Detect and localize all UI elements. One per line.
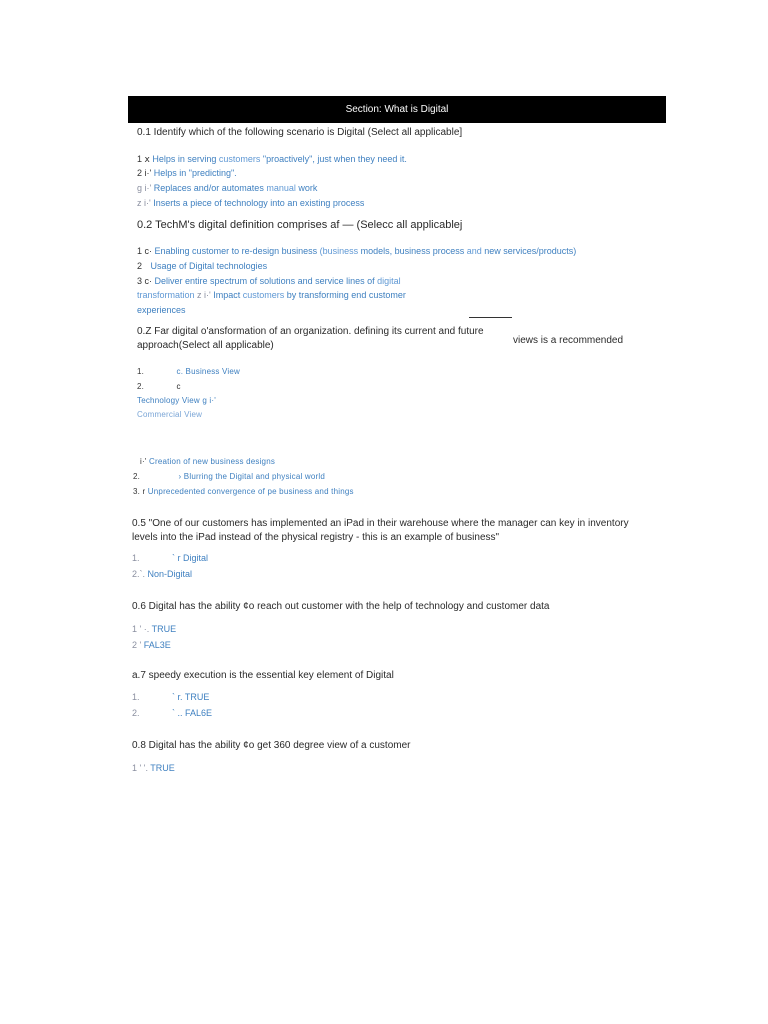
option-number: g i·' bbox=[137, 183, 152, 193]
q3-option-1[interactable]: 1. c. Business View bbox=[137, 367, 241, 376]
question-7: a.7 speedy execution is the essential key element of Digital bbox=[132, 670, 394, 681]
q6-option-2[interactable]: 2 ' FAL3E bbox=[132, 640, 171, 650]
option-number: 2 ' bbox=[132, 640, 142, 650]
q5-option-2[interactable]: 2.`. Non-Digital bbox=[132, 569, 193, 579]
option-number: 3 c· bbox=[137, 276, 153, 286]
option-number: i·' bbox=[140, 457, 147, 466]
question-3-fragment: views is a recommended bbox=[513, 335, 624, 346]
q3-option-2[interactable]: 2. c bbox=[137, 382, 181, 391]
question-2: 0.2 TechM's digital definition comprises af — (Selecc all applicablej bbox=[137, 219, 463, 231]
option-number: 1. bbox=[132, 692, 140, 702]
question-8: 0.8 Digital has the ability ¢o get 360 degree view of a customer bbox=[132, 740, 411, 751]
q1-option-3[interactable]: g i·' Replaces and/or automates manual work bbox=[137, 183, 318, 193]
option-number: 3. r bbox=[133, 487, 146, 496]
question-3-line-1: 0.Z Far digital o'ansformation of an organization. defining its current and future bbox=[137, 326, 484, 337]
q2-option-4-continued[interactable]: experiences bbox=[137, 305, 186, 315]
q1-option-1[interactable]: 1 ⅹ Helps in serving customers "proactively", just when they need it. bbox=[137, 154, 407, 164]
q1-option-4[interactable]: z i·' Inserts a piece of technology into an existing process bbox=[137, 198, 365, 208]
option-number: 1 c· bbox=[137, 246, 153, 256]
question-1: 0.1 Identify which of the following scenario is Digital (Select all applicable] bbox=[137, 127, 463, 138]
q7-option-2[interactable]: 2. ` .. FAL6E bbox=[132, 708, 213, 718]
question-3-line-2: approach(Select all applicable) bbox=[137, 340, 274, 351]
q1-option-2[interactable]: 2 i·' Helps in "predicting". bbox=[137, 168, 237, 178]
q2-option-1[interactable]: 1 c· Enabling customer to re-design business (business models, business process and new services/products) bbox=[137, 246, 577, 256]
q4-option-3[interactable]: 3. r Unprecedented convergence of pe business and things bbox=[133, 487, 354, 496]
section-header bbox=[128, 96, 666, 123]
option-number: 2. bbox=[137, 382, 145, 391]
q6-option-1[interactable]: 1 ' ·. TRUE bbox=[132, 624, 177, 634]
q5-option-1[interactable]: 1. ` r Digital bbox=[132, 553, 209, 563]
q4-option-1[interactable]: i·' Creation of new business designs bbox=[140, 457, 276, 466]
option-number: 2. bbox=[132, 708, 140, 718]
section-title: Section: What is Digital bbox=[345, 104, 449, 115]
question-5-line-1: 0.5 "One of our customers has implemented an iPad in their warehouse where the manager can key in inventory bbox=[132, 518, 629, 529]
option-number: z i·' bbox=[137, 198, 151, 208]
divider-line bbox=[469, 317, 512, 318]
q8-option-1[interactable]: 1 ' '. TRUE bbox=[132, 763, 175, 773]
question-6: 0.6 Digital has the ability ¢o reach out customer with the help of technology and customer data bbox=[132, 601, 550, 612]
option-number: 2 i·' bbox=[137, 168, 152, 178]
q2-option-2[interactable]: 2 Usage of Digital technologies bbox=[137, 261, 268, 271]
option-number: 2.`. bbox=[132, 569, 146, 579]
q2-option-3[interactable]: 3 c· Deliver entire spectrum of solutions and service lines of digital bbox=[137, 276, 401, 286]
option-number: 1 ' '. bbox=[132, 763, 148, 773]
option-number: 2 bbox=[137, 261, 143, 271]
option-number: 1 ' ·. bbox=[132, 624, 150, 634]
option-number: 1. bbox=[132, 553, 140, 563]
q3-option-4[interactable]: Commercial View bbox=[137, 410, 203, 419]
question-5-line-2: levels into the iPad instead of the physical registry - this is an example of business" bbox=[132, 532, 500, 543]
q3-option-3[interactable]: Technology View g i·' bbox=[137, 396, 216, 405]
option-number: 1 ⅹ bbox=[137, 154, 150, 164]
q4-option-2[interactable]: 2. › Blurring the Digital and physical world bbox=[133, 472, 326, 481]
q2-option-3-continued[interactable]: transformation z i·' Impact customers by transforming end customer bbox=[137, 290, 406, 300]
q7-option-1[interactable]: 1. ` r. TRUE bbox=[132, 692, 210, 702]
option-number: 2. bbox=[133, 472, 141, 481]
option-number: 1. bbox=[137, 367, 145, 376]
